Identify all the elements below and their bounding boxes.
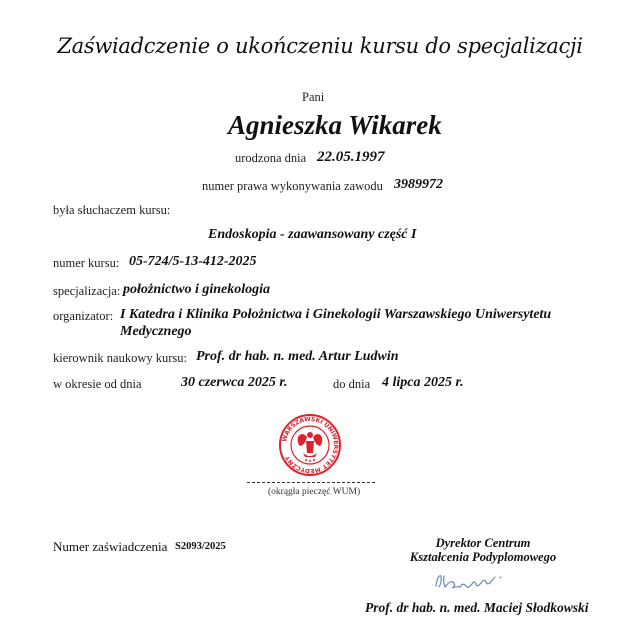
handwritten-signature-icon: [430, 568, 520, 592]
period-from-label: w okresie od dnia: [53, 377, 142, 391]
specialization-value: położnictwo i ginekologia: [123, 282, 271, 297]
signatory-name: Prof. dr hab. n. med. Maciej Słodkowski: [365, 600, 589, 615]
signatory-title-line-1: Dyrektor Centrum: [435, 536, 531, 550]
specialization-label: specjalizacja:: [53, 284, 121, 298]
scientific-director-label: kierownik naukowy kursu:: [53, 351, 188, 365]
document-title: Zaświadczenie o ukończeniu kursu do specjalizacji: [57, 34, 583, 58]
organizer-line-2: Medycznego: [120, 324, 192, 339]
university-seal-icon: [278, 413, 342, 477]
salutation: Pani: [302, 90, 325, 104]
birth-date-value: 22.05.1997: [317, 149, 385, 165]
signatory-title-line-2: Kształcenia Podyplomowego: [409, 550, 557, 564]
seal-caption: (okrągła pieczęć WUM): [268, 487, 361, 497]
course-number: 05-724/5-13-412-2025: [129, 254, 257, 269]
period-from-date: 30 czerwca 2025 r.: [181, 375, 288, 390]
course-number-label: numer kursu:: [53, 256, 120, 270]
certificate-number-value: S2093/2025: [175, 541, 226, 552]
seal-dotted-line: [247, 482, 375, 483]
organizer-label: organizator:: [53, 309, 114, 323]
certificate-number-label: Numer zaświadczenia: [53, 539, 168, 554]
svg-text:WARSZAWSKI UNIWERSYTET MEDYCZN: WARSZAWSKI UNIWERSYTET MEDYCZNY: [281, 415, 340, 475]
recipient-name: Agnieszka Wikarek: [228, 110, 442, 140]
license-label: numer prawa wykonywania zawodu: [202, 179, 383, 193]
license-number: 3989972: [394, 177, 443, 192]
period-to-label: do dnia: [333, 377, 371, 391]
course-name: Endoskopia - zaawansowany część I: [208, 227, 417, 242]
course-attended-label: była słuchaczem kursu:: [53, 203, 171, 217]
scientific-director-name: Prof. dr hab. n. med. Artur Ludwin: [196, 349, 399, 364]
period-to-date: 4 lipca 2025 r.: [382, 375, 464, 390]
birth-date-label: urodzona dnia: [235, 151, 307, 165]
organizer-line-1: I Katedra i Klinika Położnictwa i Ginekologii Warszawskiego Uniwersytetu: [120, 307, 552, 322]
